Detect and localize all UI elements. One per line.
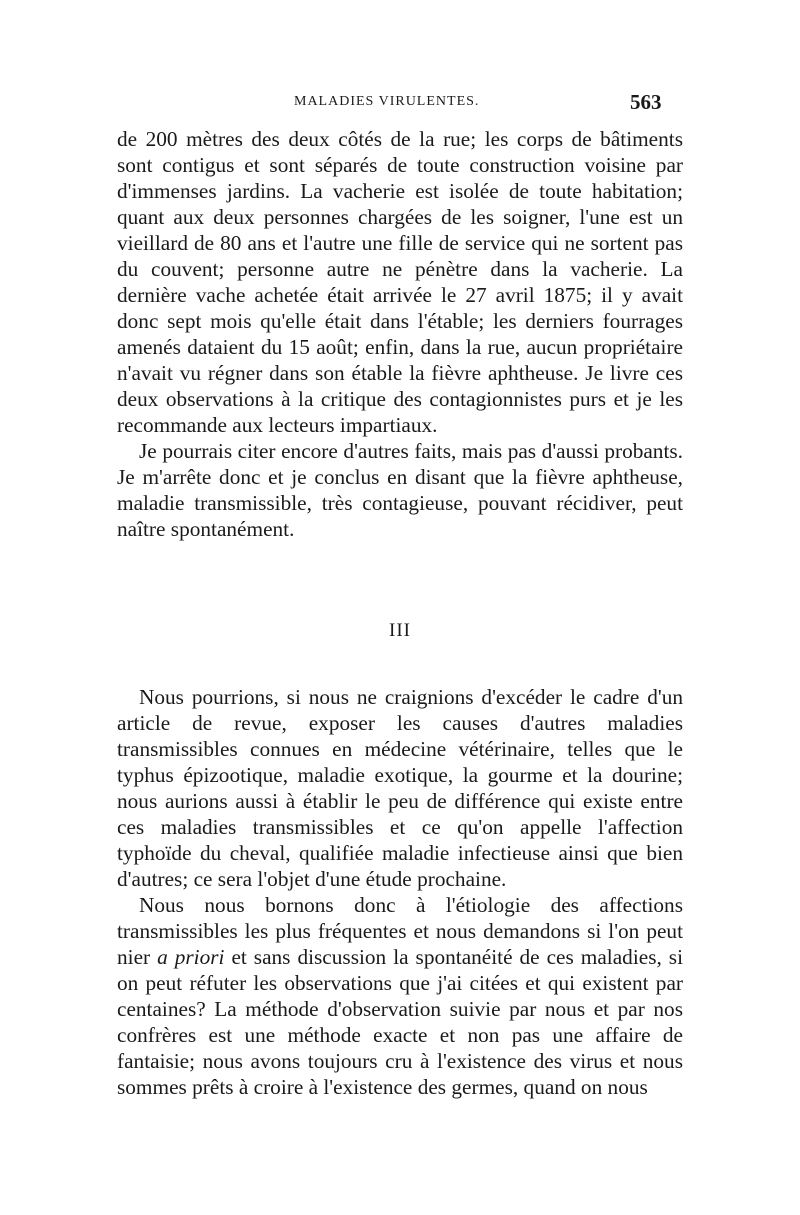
text-block-top [117, 126, 683, 542]
text-block-bottom [117, 684, 683, 1100]
paragraph: Nous pourrions, si nous ne craignions d'excéder le cadre d'un article de revue, exposer les causes d'autres maladies transmissibles connues en médecine vétérinaire, telles que le typhus épizootique, maladie exotique, la gourme et la dourine; nous aurions aussi à établir le peu de différence qui existe entre ces maladies transmissibles et ce qu'on appelle l'affection typhoïde du cheval, qualifiée maladie infectieuse ainsi que bien d'autres; ce sera l'objet d'une étude prochaine. [117, 685, 683, 891]
paragraph [117, 892, 683, 1100]
paragraph: Je pourrais citer encore d'autres faits, mais pas d'aussi probants. Je m'arrête donc et je conclus en disant que la fièvre aphtheuse, maladie transmissible, très contagieuse, pouvant récidiver, peut naître spontanément. [117, 439, 683, 541]
paragraph: de 200 mètres des deux côtés de la rue; les corps de bâtiments sont contigus et sont séparés de toute construction voisine par d'immenses jardins. La vacherie est isolée de toute habitation; quant aux deux personnes chargées de les soigner, l'une est un vieillard de 80 ans et l'autre une fille de service qui ne sortent pas du couvent; personne autre ne pénètre dans la vacherie. La dernière vache achetée était arrivée le 27 avril 1875; il y avait donc sept mois qu'elle était dans l'étable; les derniers fourrages amenés dataient du 15 août; enfin, dans la rue, aucun propriétaire n'avait vu régner dans son étable la fièvre aphtheuse. Je livre ces deux observations à la critique des contagionnistes purs et je les recommande aux lecteurs impartiaux. [117, 127, 683, 437]
running-title: MALADIES VIRULENTES. [294, 94, 480, 109]
italic-phrase: a priori [157, 945, 225, 969]
section-heading: III [389, 620, 411, 641]
running-header [0, 90, 800, 118]
page-number: 563 [630, 90, 662, 114]
paragraph-text: et sans discussion la spontanéité de ces maladies, si on peut réfuter les observations que j'ai citées et qui existent par centaines? La méthode d'observation suivie par nous et par nos confrères est une méthode exacte et non pas une affaire de fantaisie; nous avons toujours cru à l'existence des virus et nous sommes prêts à croire à l'existence des germes, quand on nous [117, 945, 683, 1099]
paragraph-text: Nous nous bornons donc à l'étiologie des affections transmissibles les plus fréquentes et nous demandons si l'on peut nier [117, 893, 683, 969]
